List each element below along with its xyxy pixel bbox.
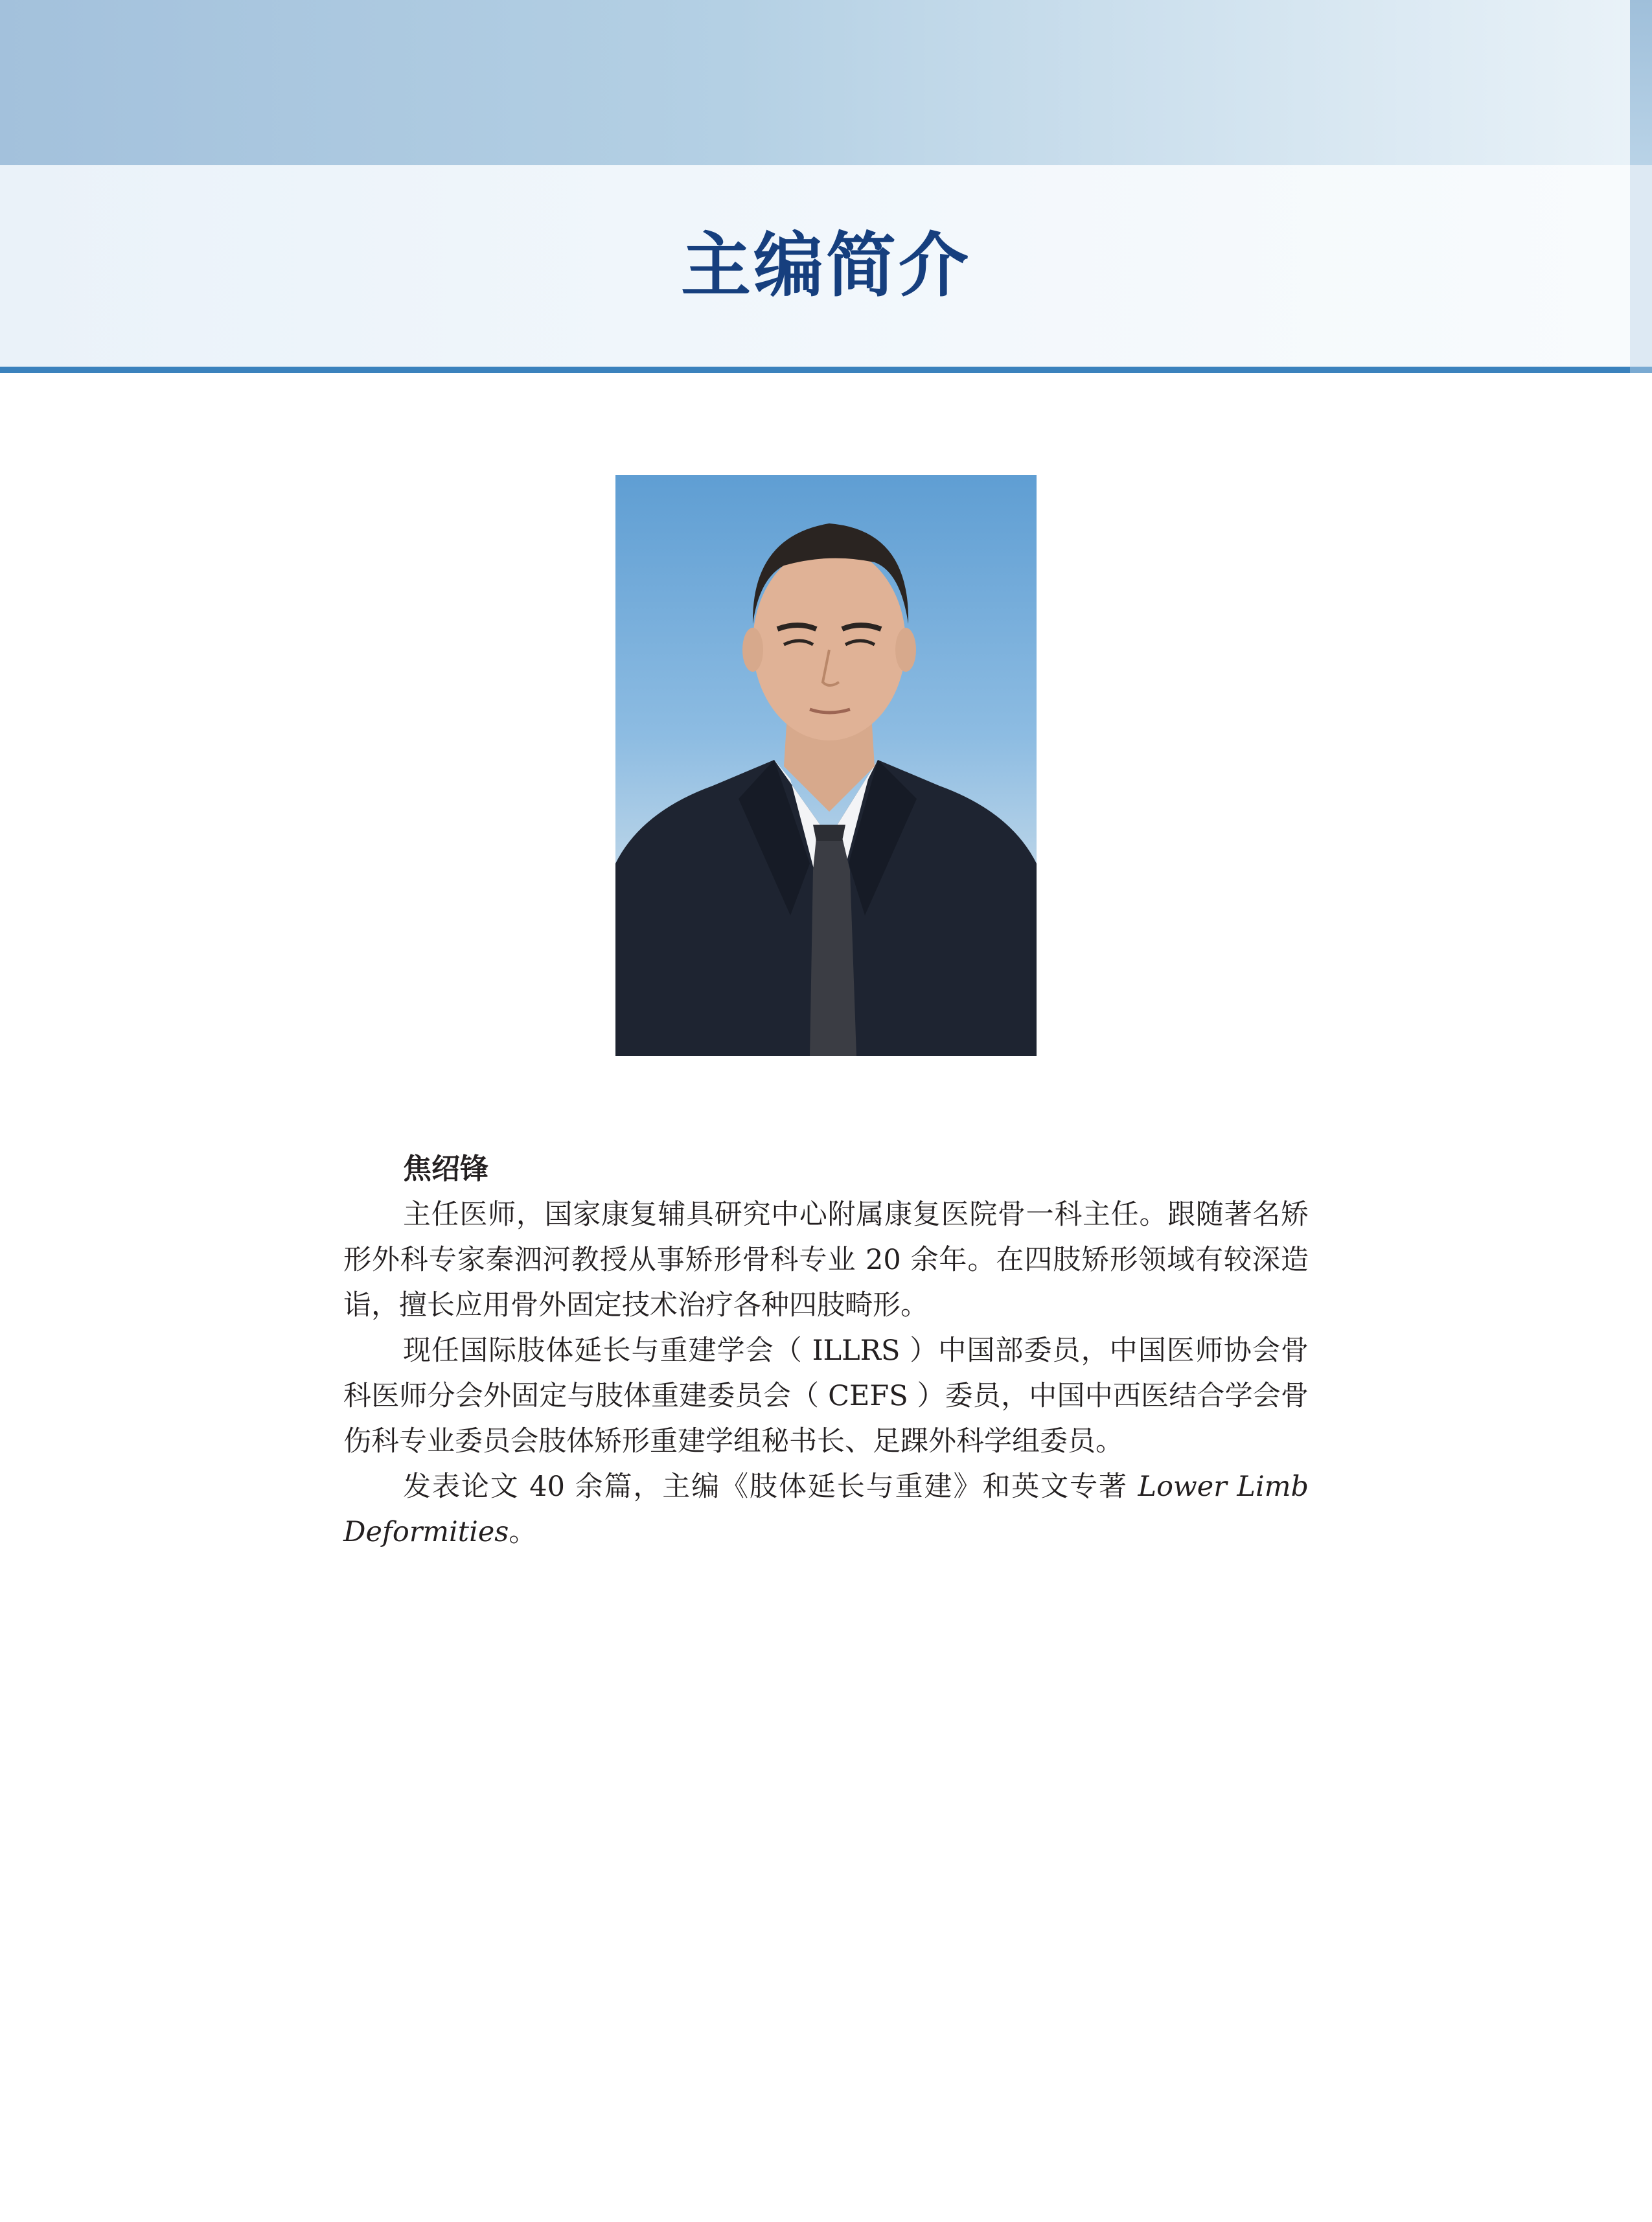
header-rule: [0, 367, 1630, 373]
biography: [343, 1147, 1309, 1555]
header-rule-edge: [1630, 367, 1652, 373]
bio-paragraph-1: 主任医师，国家康复辅具研究中心附属康复医院骨一科主任。跟随著名矫形外科专家秦泗河教授从事矫形骨科专业 20 余年。在四肢矫形领域有较深造诣，擅长应用骨外固定技术治疗各种四肢畸形。: [343, 1198, 1309, 1322]
header-edge-strip: [1630, 0, 1652, 165]
portrait-photo: [615, 475, 1037, 1056]
bio-paragraph-2: 现任国际肢体延长与重建学会（ ILLRS ）中国部委员，中国医师协会骨科医师分会外固定与肢体重建委员会（ CEFS ）委员，中国中西医结合学会骨伤科专业委员会肢体矫形重建学组秘书长、足踝外科学组委员。: [343, 1334, 1309, 1458]
bio-paragraph-3-end: 。: [509, 1516, 537, 1548]
page-title: 主编简介: [680, 225, 971, 306]
book-title-english: Lower Limb Deformities: [343, 1471, 1309, 1548]
portrait-illustration: [615, 475, 1037, 1056]
bio-paragraph-3: [343, 1464, 1309, 1555]
editor-name: 焦绍锋: [403, 1152, 488, 1185]
bio-paragraph-3-text: 发表论文 40 余篇，主编《肢体延长与重建》和英文专著: [403, 1471, 1138, 1503]
header-band: [0, 0, 1630, 165]
